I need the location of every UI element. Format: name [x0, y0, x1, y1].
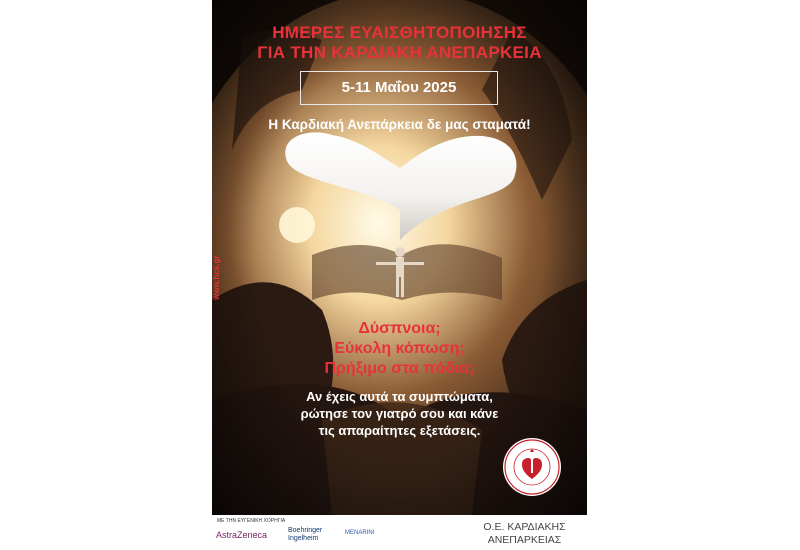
sponsor-footer — [212, 515, 587, 550]
title-line2: ΓΙΑ ΤΗΝ ΚΑΡΔΙΑΚΗ ΑΝΕΠΑΡΚΕΙΑ — [257, 43, 542, 62]
org-name-line1: Ο.Ε. ΚΑΡΔΙΑΚΗΣ — [483, 521, 566, 533]
website-url[interactable]: www.hcs.gr — [212, 255, 221, 300]
body-line-1: Αν έχεις αυτά τα συμπτώματα, — [306, 389, 493, 404]
body-line-3: τις απαραίτητες εξετάσεις. — [318, 423, 481, 438]
sponsor2-line2: Ingelheim — [288, 535, 319, 542]
sponsor-astrazeneca-logo: AstraZeneca — [216, 530, 268, 540]
question-1: Δύσπνοια; — [358, 320, 441, 337]
sponsor2-line1: Boehringer — [288, 527, 323, 534]
date-box: 5-11 Μαΐου 2025 — [300, 71, 498, 105]
society-logo — [502, 437, 562, 497]
poster — [212, 0, 587, 550]
sponsor-label: ΜΕ ΤΗΝ ΕΥΓΕΝΙΚΗ ΧΟΡΗΓΙΑ — [217, 518, 286, 524]
tagline: Η Καρδιακή Ανεπάρκεια δε μας σταματά! — [268, 117, 531, 132]
sponsor-menarini-logo: MENARINI — [345, 530, 375, 536]
body-line-2: ρώτησε τον γιατρό σου και κάνε — [300, 406, 499, 421]
title-line1: ΗΜΕΡΕΣ ΕΥΑΙΣΘΗΤΟΠΟΙΗΣΗΣ — [272, 23, 527, 42]
sponsor-boehringer-logo — [288, 527, 322, 543]
question-3: Πρήξιμο στα πόδια; — [324, 360, 475, 377]
org-name-line2: ΑΝΕΠΑΡΚΕΙΑΣ — [487, 534, 562, 546]
question-2: Εύκολη κόπωση; — [334, 340, 465, 357]
